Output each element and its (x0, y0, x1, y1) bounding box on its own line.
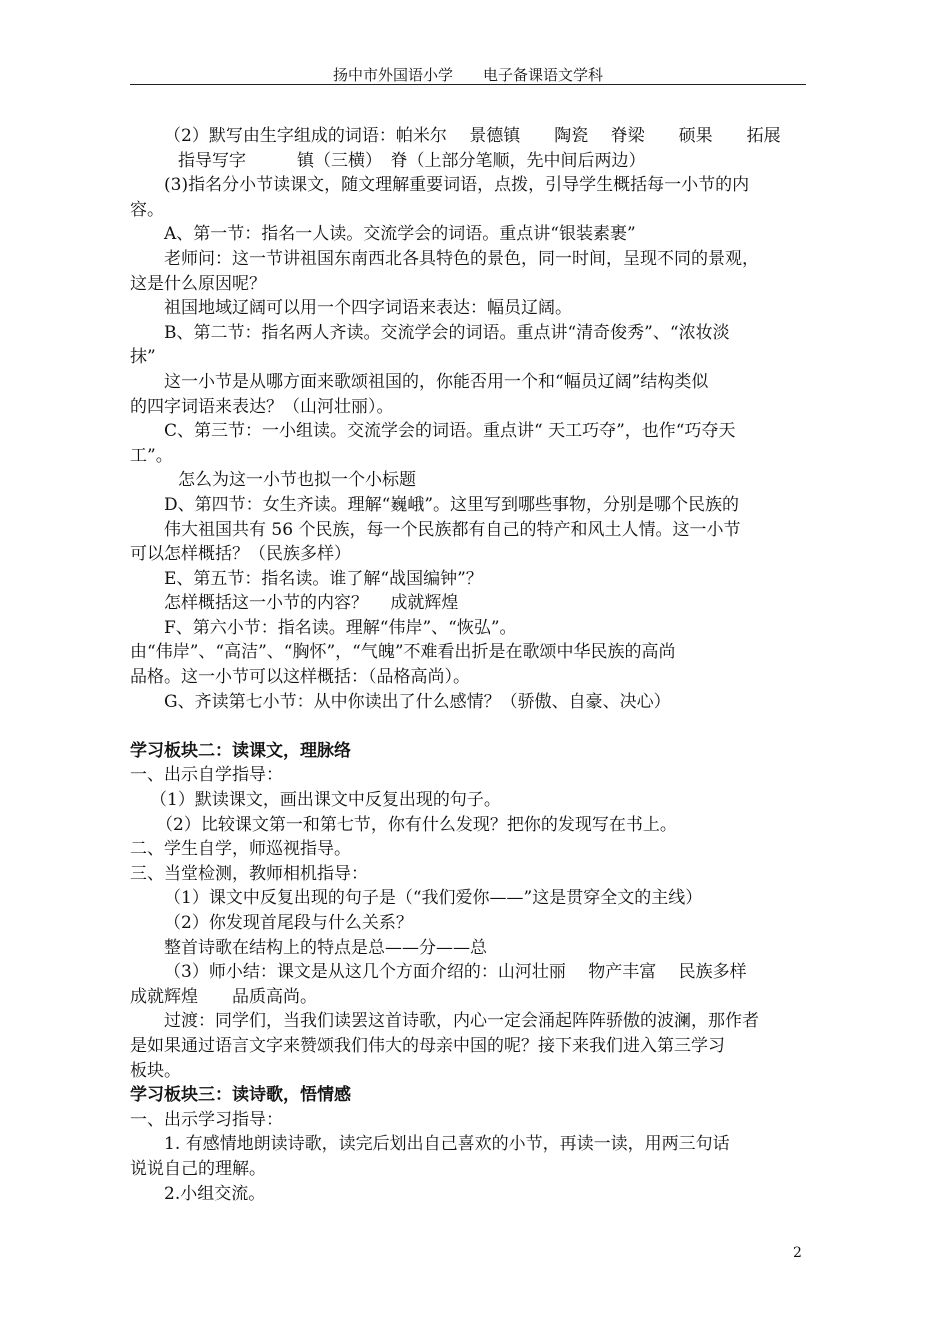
text-line: 一、出示自学指导： (130, 765, 283, 786)
text-line: 成就辉煌 品质高尚。 (130, 986, 317, 1007)
page-header: 扬中市外国语小学 电子备课语文学科 (332, 66, 603, 84)
text-line: 祖国地域辽阔可以用一个四字词语来表达：幅员辽阔。 (164, 298, 572, 319)
text-line: （3）师小结：课文是从这几个方面介绍的：山河壮丽 物产丰富 民族多样 (164, 962, 747, 983)
text-line: 伟大祖国共有 56 个民族，每一个民族都有自己的特产和风土人情。这一小节 (164, 519, 741, 540)
text-line: 这是什么原因呢？ (130, 273, 266, 294)
text-line: 过渡：同学们，当我们读罢这首诗歌，内心一定会涌起阵阵骄傲的波澜，那作者 (164, 1011, 759, 1032)
text-line: D、第四节：女生齐读。理解“巍峨”。这里写到哪些事物，分别是哪个民族的 (164, 494, 740, 515)
text-line: 2.小组交流。 (164, 1183, 266, 1204)
text-line: 一、出示学习指导： (130, 1109, 283, 1130)
section-heading: 学习板块二：读课文，理脉络 (130, 740, 351, 761)
text-line: 抹” (130, 347, 156, 368)
text-line: 由“伟岸”、“高洁”、“胸怀”，“气魄”不难看出折是在歌颂中华民族的高尚 (130, 642, 676, 663)
text-line: A、第一节：指名一人读。交流学会的词语。重点讲“银装素裹” (164, 224, 636, 245)
document-body (130, 124, 810, 1206)
text-line: （2）比较课文第一和第七节，你有什么发现？把你的发现写在书上。 (156, 814, 677, 835)
text-line: 可以怎样概括？（民族多样） (130, 544, 351, 565)
text-line: C、第三节：一小组读。交流学会的词语。重点讲“ 天工巧夺”，也作“巧夺天 (164, 421, 736, 442)
paragraph-gap (130, 714, 810, 739)
text-line: 的四字词语来表达？（山河壮丽）。 (130, 396, 394, 417)
text-line: 这一小节是从哪方面来歌颂祖国的，你能否用一个和“幅员辽阔”结构类似 (164, 371, 709, 392)
text-line: F、第六小节：指名读。理解“伟岸”、“恢弘”。 (164, 617, 517, 638)
text-line: 品格。这一小节可以这样概括：（品格高尚）。 (130, 667, 470, 688)
text-line: G、齐读第七小节：从中你读出了什么感情？（骄傲、自豪、决心） (164, 691, 671, 712)
text-line: （2）你发现首尾段与什么关系？ (164, 913, 413, 933)
text-line: (3)指名分小节读课文，随文理解重要词语，点拨，引导学生概括每一小节的内 (164, 175, 750, 196)
text-line: 怎样概括这一小节的内容？ 成就辉煌 (164, 593, 459, 614)
text-line: （1）默读课文，画出课文中反复出现的句子。 (150, 790, 501, 811)
text-line: 1. 有感情地朗读诗歌，读完后划出自己喜欢的小节，再读一读，用两三句话 (164, 1134, 730, 1155)
text-line: 容。 (130, 199, 164, 220)
text-line: 板块。 (130, 1060, 181, 1081)
text-line: 指导写字 镇（三横） 脊（上部分笔顺，先中间后两边） (178, 150, 646, 171)
section-heading: 学习板块三：读诗歌，悟情感 (130, 1085, 351, 1106)
text-line: 二、学生自学，师巡视指导。 (130, 839, 351, 860)
text-line: B、第二节：指名两人齐读。交流学会的词语。重点讲“清奇俊秀”、“浓妆淡 (164, 322, 730, 343)
text-line: （1）课文中反复出现的句子是（“我们爱你——”这是贯穿全文的主线） (164, 888, 703, 909)
text-line: 三、当堂检测，教师相机指导： (130, 863, 368, 884)
text-line: 工”。 (130, 445, 173, 466)
text-line: E、第五节：指名读。谁了解“战国编钟”？ (164, 568, 483, 589)
text-line: （2）默写由生字组成的词语：帕米尔 景德镇 陶瓷 脊梁 硕果 拓展 (164, 126, 781, 146)
header-rule (130, 84, 806, 85)
text-line: 怎么为这一小节也拟一个小标题 (178, 470, 416, 491)
text-line: 是如果通过语言文字来赞颂我们伟大的母亲中国的呢？接下来我们进入第三学习 (130, 1035, 725, 1056)
page-number: 2 (793, 1245, 802, 1261)
text-line: 老师问：这一节讲祖国东南西北各具特色的景色，同一时间，呈现不同的景观， (164, 248, 759, 269)
text-line: 整首诗歌在结构上的特点是总——分——总 (164, 937, 487, 958)
text-line: 说说自己的理解。 (130, 1158, 266, 1179)
